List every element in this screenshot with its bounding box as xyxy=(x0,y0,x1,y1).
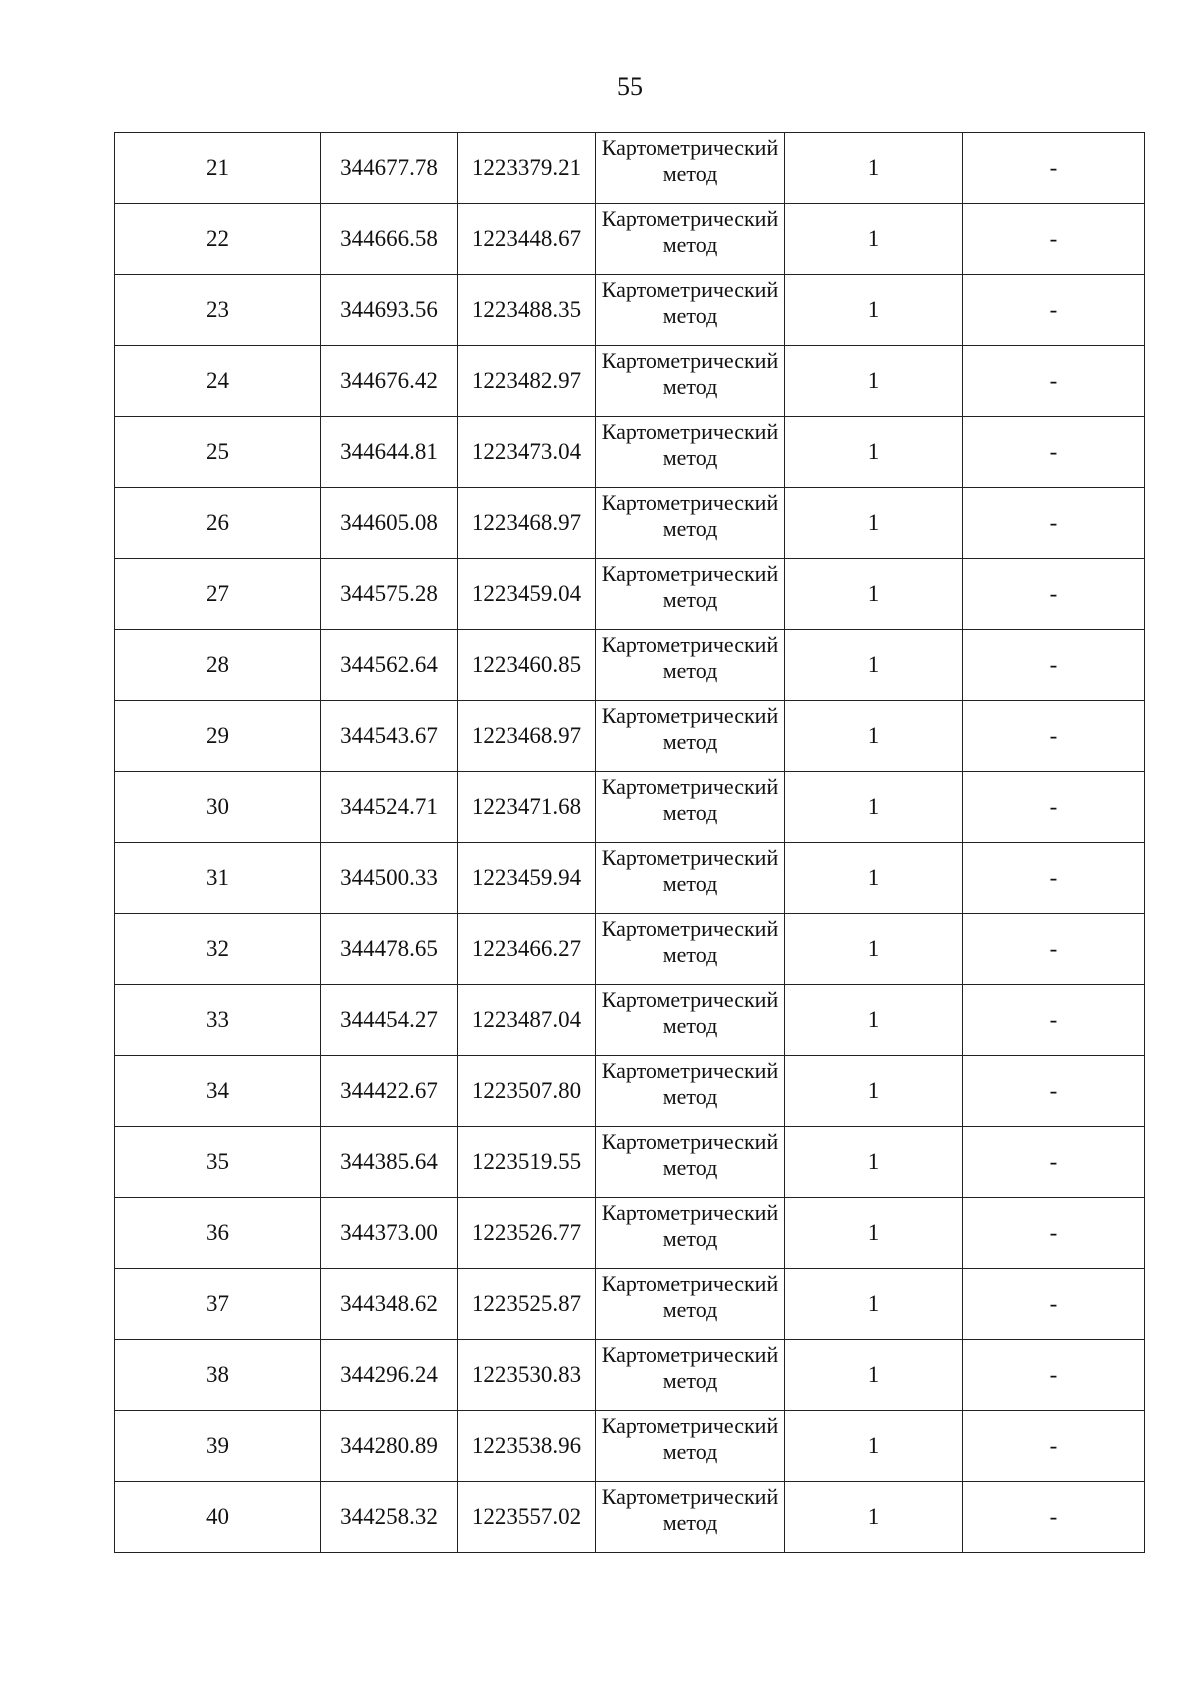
y-coordinate-cell: 1223488.35 xyxy=(458,275,596,346)
accuracy-cell: 1 xyxy=(785,417,963,488)
table-row xyxy=(115,701,1145,772)
method-text: Картометрический метод xyxy=(601,1342,779,1393)
y-coordinate-cell: 1223459.94 xyxy=(458,843,596,914)
method-text: Картометрический метод xyxy=(601,490,779,541)
x-coordinate-cell: 344677.78 xyxy=(321,133,458,204)
x-coordinate-cell: 344666.58 xyxy=(321,204,458,275)
x-coordinate-cell: 344500.33 xyxy=(321,843,458,914)
method-text: Картометрический метод xyxy=(601,632,779,683)
note-cell: - xyxy=(963,1127,1145,1198)
table-row xyxy=(115,559,1145,630)
point-number-cell: 27 xyxy=(115,559,321,630)
point-number-cell: 39 xyxy=(115,1411,321,1482)
accuracy-cell: 1 xyxy=(785,1198,963,1269)
method-text: Картометрический метод xyxy=(601,1413,779,1464)
table-row xyxy=(115,772,1145,843)
note-cell: - xyxy=(963,772,1145,843)
accuracy-cell: 1 xyxy=(785,133,963,204)
method-cell xyxy=(596,1127,785,1198)
accuracy-cell: 1 xyxy=(785,275,963,346)
method-text: Картометрический метод xyxy=(601,419,779,470)
table-row xyxy=(115,843,1145,914)
x-coordinate-cell: 344280.89 xyxy=(321,1411,458,1482)
point-number-cell: 24 xyxy=(115,346,321,417)
y-coordinate-cell: 1223482.97 xyxy=(458,346,596,417)
note-cell: - xyxy=(963,1482,1145,1553)
point-number-cell: 36 xyxy=(115,1198,321,1269)
method-cell xyxy=(596,204,785,275)
note-cell: - xyxy=(963,1198,1145,1269)
point-number-cell: 33 xyxy=(115,985,321,1056)
point-number-cell: 35 xyxy=(115,1127,321,1198)
method-cell xyxy=(596,1056,785,1127)
y-coordinate-cell: 1223473.04 xyxy=(458,417,596,488)
note-cell: - xyxy=(963,1056,1145,1127)
x-coordinate-cell: 344543.67 xyxy=(321,701,458,772)
accuracy-cell: 1 xyxy=(785,985,963,1056)
y-coordinate-cell: 1223471.68 xyxy=(458,772,596,843)
coordinates-table xyxy=(114,132,1145,1553)
method-cell xyxy=(596,1411,785,1482)
x-coordinate-cell: 344562.64 xyxy=(321,630,458,701)
accuracy-cell: 1 xyxy=(785,204,963,275)
accuracy-cell: 1 xyxy=(785,1269,963,1340)
table-row xyxy=(115,204,1145,275)
point-number-cell: 26 xyxy=(115,488,321,559)
method-text: Картометрический метод xyxy=(601,1271,779,1322)
y-coordinate-cell: 1223526.77 xyxy=(458,1198,596,1269)
method-text: Картометрический метод xyxy=(601,1129,779,1180)
method-cell xyxy=(596,488,785,559)
x-coordinate-cell: 344348.62 xyxy=(321,1269,458,1340)
table-row xyxy=(115,1411,1145,1482)
point-number-cell: 25 xyxy=(115,417,321,488)
method-text: Картометрический метод xyxy=(601,135,779,186)
accuracy-cell: 1 xyxy=(785,772,963,843)
x-coordinate-cell: 344575.28 xyxy=(321,559,458,630)
table-row xyxy=(115,1269,1145,1340)
y-coordinate-cell: 1223538.96 xyxy=(458,1411,596,1482)
table-row xyxy=(115,1056,1145,1127)
table-row xyxy=(115,1127,1145,1198)
note-cell: - xyxy=(963,1340,1145,1411)
method-text: Картометрический метод xyxy=(601,1200,779,1251)
method-cell xyxy=(596,1269,785,1340)
point-number-cell: 21 xyxy=(115,133,321,204)
note-cell: - xyxy=(963,559,1145,630)
method-text: Картометрический метод xyxy=(601,916,779,967)
method-cell xyxy=(596,914,785,985)
table-row xyxy=(115,985,1145,1056)
y-coordinate-cell: 1223468.97 xyxy=(458,488,596,559)
y-coordinate-cell: 1223530.83 xyxy=(458,1340,596,1411)
x-coordinate-cell: 344454.27 xyxy=(321,985,458,1056)
method-text: Картометрический метод xyxy=(601,348,779,399)
x-coordinate-cell: 344676.42 xyxy=(321,346,458,417)
point-number-cell: 30 xyxy=(115,772,321,843)
point-number-cell: 29 xyxy=(115,701,321,772)
x-coordinate-cell: 344296.24 xyxy=(321,1340,458,1411)
x-coordinate-cell: 344373.00 xyxy=(321,1198,458,1269)
point-number-cell: 32 xyxy=(115,914,321,985)
method-cell xyxy=(596,275,785,346)
accuracy-cell: 1 xyxy=(785,346,963,417)
note-cell: - xyxy=(963,914,1145,985)
method-cell xyxy=(596,985,785,1056)
method-cell xyxy=(596,1482,785,1553)
accuracy-cell: 1 xyxy=(785,843,963,914)
x-coordinate-cell: 344644.81 xyxy=(321,417,458,488)
accuracy-cell: 1 xyxy=(785,914,963,985)
method-text: Картометрический метод xyxy=(601,774,779,825)
point-number-cell: 34 xyxy=(115,1056,321,1127)
x-coordinate-cell: 344524.71 xyxy=(321,772,458,843)
x-coordinate-cell: 344605.08 xyxy=(321,488,458,559)
accuracy-cell: 1 xyxy=(785,630,963,701)
table-row xyxy=(115,488,1145,559)
note-cell: - xyxy=(963,346,1145,417)
point-number-cell: 28 xyxy=(115,630,321,701)
y-coordinate-cell: 1223519.55 xyxy=(458,1127,596,1198)
x-coordinate-cell: 344422.67 xyxy=(321,1056,458,1127)
y-coordinate-cell: 1223557.02 xyxy=(458,1482,596,1553)
table-row xyxy=(115,1482,1145,1553)
table-row xyxy=(115,133,1145,204)
method-text: Картометрический метод xyxy=(601,277,779,328)
method-cell xyxy=(596,843,785,914)
note-cell: - xyxy=(963,843,1145,914)
method-text: Картометрический метод xyxy=(601,1484,779,1535)
note-cell: - xyxy=(963,488,1145,559)
point-number-cell: 31 xyxy=(115,843,321,914)
x-coordinate-cell: 344478.65 xyxy=(321,914,458,985)
x-coordinate-cell: 344693.56 xyxy=(321,275,458,346)
note-cell: - xyxy=(963,417,1145,488)
method-cell xyxy=(596,630,785,701)
x-coordinate-cell: 344258.32 xyxy=(321,1482,458,1553)
point-number-cell: 22 xyxy=(115,204,321,275)
note-cell: - xyxy=(963,133,1145,204)
x-coordinate-cell: 344385.64 xyxy=(321,1127,458,1198)
method-text: Картометрический метод xyxy=(601,987,779,1038)
y-coordinate-cell: 1223460.85 xyxy=(458,630,596,701)
method-cell xyxy=(596,1198,785,1269)
method-text: Картометрический метод xyxy=(601,561,779,612)
y-coordinate-cell: 1223487.04 xyxy=(458,985,596,1056)
table-body xyxy=(115,133,1145,1553)
point-number-cell: 40 xyxy=(115,1482,321,1553)
table-row xyxy=(115,417,1145,488)
point-number-cell: 38 xyxy=(115,1340,321,1411)
note-cell: - xyxy=(963,701,1145,772)
note-cell: - xyxy=(963,1411,1145,1482)
method-text: Картометрический метод xyxy=(601,206,779,257)
table-row xyxy=(115,346,1145,417)
page-number: 55 xyxy=(617,72,643,101)
method-cell xyxy=(596,1340,785,1411)
method-cell xyxy=(596,701,785,772)
accuracy-cell: 1 xyxy=(785,701,963,772)
note-cell: - xyxy=(963,204,1145,275)
table-row xyxy=(115,1340,1145,1411)
accuracy-cell: 1 xyxy=(785,1056,963,1127)
y-coordinate-cell: 1223459.04 xyxy=(458,559,596,630)
y-coordinate-cell: 1223468.97 xyxy=(458,701,596,772)
table-row xyxy=(115,914,1145,985)
method-cell xyxy=(596,133,785,204)
method-cell xyxy=(596,772,785,843)
table-row xyxy=(115,275,1145,346)
accuracy-cell: 1 xyxy=(785,1127,963,1198)
method-text: Картометрический метод xyxy=(601,1058,779,1109)
accuracy-cell: 1 xyxy=(785,1340,963,1411)
y-coordinate-cell: 1223379.21 xyxy=(458,133,596,204)
method-cell xyxy=(596,346,785,417)
y-coordinate-cell: 1223525.87 xyxy=(458,1269,596,1340)
method-text: Картометрический метод xyxy=(601,845,779,896)
accuracy-cell: 1 xyxy=(785,1411,963,1482)
y-coordinate-cell: 1223448.67 xyxy=(458,204,596,275)
y-coordinate-cell: 1223466.27 xyxy=(458,914,596,985)
table-row xyxy=(115,630,1145,701)
point-number-cell: 23 xyxy=(115,275,321,346)
accuracy-cell: 1 xyxy=(785,488,963,559)
method-text: Картометрический метод xyxy=(601,703,779,754)
note-cell: - xyxy=(963,630,1145,701)
note-cell: - xyxy=(963,985,1145,1056)
y-coordinate-cell: 1223507.80 xyxy=(458,1056,596,1127)
note-cell: - xyxy=(963,275,1145,346)
accuracy-cell: 1 xyxy=(785,1482,963,1553)
table-row xyxy=(115,1198,1145,1269)
accuracy-cell: 1 xyxy=(785,559,963,630)
method-cell xyxy=(596,559,785,630)
note-cell: - xyxy=(963,1269,1145,1340)
point-number-cell: 37 xyxy=(115,1269,321,1340)
method-cell xyxy=(596,417,785,488)
